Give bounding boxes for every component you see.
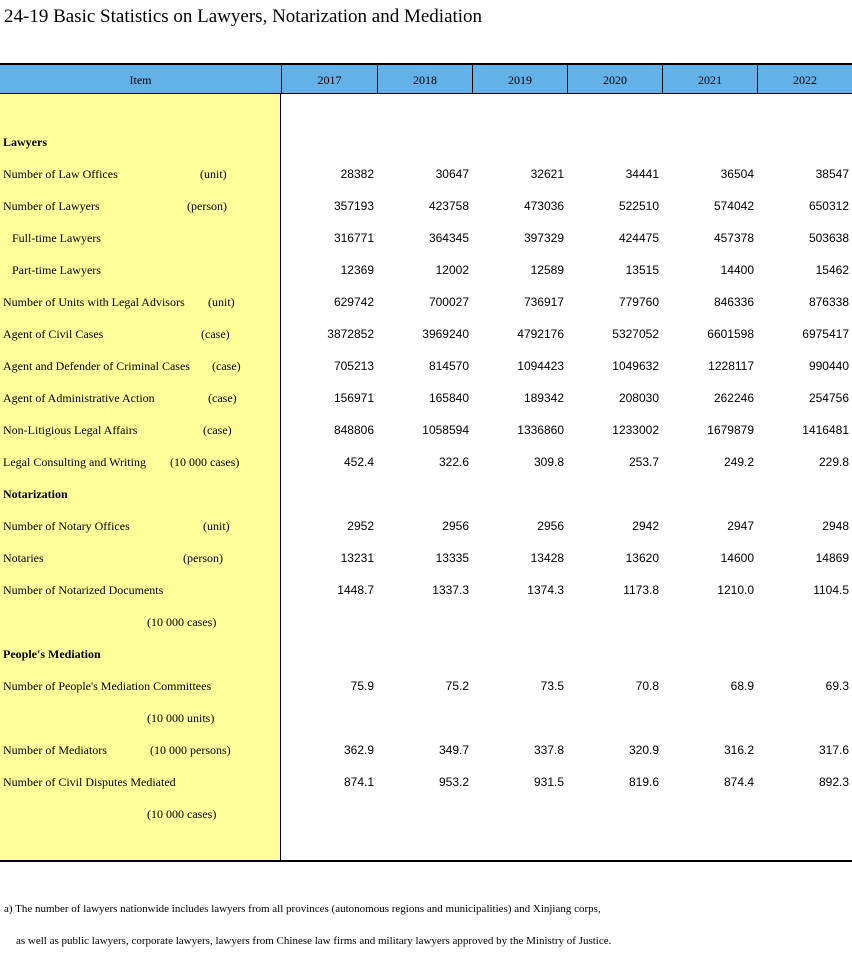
cell-value: 15462 xyxy=(815,263,849,277)
cell-value: 1448.7 xyxy=(337,583,374,597)
section-title-notarization: Notarization xyxy=(3,487,68,501)
cell-value: 700027 xyxy=(428,295,469,309)
cell-value: 69.3 xyxy=(825,679,849,693)
cell-value: 779760 xyxy=(618,295,659,309)
table-row xyxy=(0,574,852,638)
cell-value: 473036 xyxy=(523,199,564,213)
cell-value: 953.2 xyxy=(438,775,469,789)
cell-value: 736917 xyxy=(523,295,564,309)
cell-value: 1058594 xyxy=(422,423,469,437)
cell-value: 309.8 xyxy=(533,455,564,469)
cell-value: 1173.8 xyxy=(623,583,659,597)
row-label: Number of People's Mediation Committees xyxy=(3,679,212,693)
table-row xyxy=(0,350,852,382)
cell-value: 1210.0 xyxy=(717,583,754,597)
cell-value: 13515 xyxy=(625,263,659,277)
cell-value: 73.5 xyxy=(540,679,564,693)
cell-value: 1228117 xyxy=(708,359,754,373)
cell-value: 876338 xyxy=(808,295,849,309)
row-unit: (case) xyxy=(208,391,237,405)
column-header-2019: 2019 xyxy=(472,65,567,94)
column-header-2020: 2020 xyxy=(567,65,662,94)
cell-value: 1416481 xyxy=(802,423,849,437)
cell-value: 874.1 xyxy=(343,775,374,789)
cell-value: 320.9 xyxy=(628,743,659,757)
row-unit: (10 000 cases) xyxy=(147,615,217,629)
table-row xyxy=(0,254,852,286)
cell-value: 253.7 xyxy=(628,455,659,469)
cell-value: 316.2 xyxy=(723,743,754,757)
footnote-line-1: a) The number of lawyers nationwide includes lawyers from all provinces (autonomous regions and municipalities) and Xinjiang corps, xyxy=(4,903,601,915)
row-label: Agent of Civil Cases xyxy=(3,327,104,341)
cell-value: 6601598 xyxy=(707,327,754,341)
page-title: 24-19 Basic Statistics on Lawyers, Notarization and Mediation xyxy=(4,6,483,27)
cell-value: 1233002 xyxy=(612,423,659,437)
row-label: Notaries xyxy=(3,551,44,565)
cell-value: 68.9 xyxy=(730,679,754,693)
cell-value: 423758 xyxy=(428,199,469,213)
column-header-2021: 2021 xyxy=(662,65,757,94)
cell-value: 14400 xyxy=(720,263,754,277)
row-unit: (unit) xyxy=(203,519,230,533)
row-unit: (case) xyxy=(201,327,230,341)
row-unit: (person) xyxy=(187,199,227,213)
cell-value: 931.5 xyxy=(533,775,564,789)
cell-value: 6975417 xyxy=(802,327,849,341)
row-label: Part-time Lawyers xyxy=(12,263,101,277)
cell-value: 457378 xyxy=(713,231,754,245)
cell-value: 814570 xyxy=(428,359,469,373)
cell-value: 2956 xyxy=(442,519,469,533)
table-row xyxy=(0,382,852,414)
cell-value: 38547 xyxy=(815,167,849,181)
statistics-table xyxy=(0,63,852,861)
cell-value: 13231 xyxy=(340,551,374,565)
cell-value: 2942 xyxy=(632,519,659,533)
cell-value: 1094423 xyxy=(517,359,564,373)
cell-value: 208030 xyxy=(618,391,659,405)
cell-value: 316771 xyxy=(333,231,374,245)
cell-value: 2947 xyxy=(727,519,754,533)
cell-value: 846336 xyxy=(713,295,754,309)
cell-value: 36504 xyxy=(720,167,754,181)
cell-value: 397329 xyxy=(523,231,564,245)
table-row xyxy=(0,734,852,766)
row-unit: (unit) xyxy=(208,295,235,309)
cell-value: 357193 xyxy=(333,199,374,213)
cell-value: 1104.5 xyxy=(813,583,849,597)
row-label: Non-Litigious Legal Affairs xyxy=(3,423,138,437)
column-header-2017: 2017 xyxy=(281,65,377,94)
row-unit: (10 000 cases) xyxy=(170,455,240,469)
cell-value: 705213 xyxy=(333,359,374,373)
row-unit: (unit) xyxy=(200,167,227,181)
row-unit: (10 000 persons) xyxy=(150,743,231,757)
cell-value: 362.9 xyxy=(343,743,374,757)
cell-value: 14600 xyxy=(720,551,754,565)
section-title-lawyers: Lawyers xyxy=(3,135,47,149)
cell-value: 892.3 xyxy=(818,775,849,789)
cell-value: 1374.3 xyxy=(527,583,564,597)
cell-value: 13335 xyxy=(435,551,469,565)
cell-value: 317.6 xyxy=(818,743,849,757)
cell-value: 13428 xyxy=(530,551,564,565)
cell-value: 322.6 xyxy=(438,455,469,469)
table-header-row xyxy=(0,63,852,94)
cell-value: 12369 xyxy=(340,263,374,277)
cell-value: 32621 xyxy=(530,167,564,181)
cell-value: 650312 xyxy=(808,199,849,213)
row-unit: (case) xyxy=(212,359,241,373)
footnote-line-2: as well as public lawyers, corporate lawyers, lawyers from Chinese law firms and military lawyers approved by the Ministry of Justice. xyxy=(16,935,612,947)
cell-value: 1337.3 xyxy=(432,583,469,597)
cell-value: 819.6 xyxy=(628,775,659,789)
table-row xyxy=(0,542,852,574)
table-row xyxy=(0,222,852,254)
cell-value: 629742 xyxy=(333,295,374,309)
row-label: Number of Notary Offices xyxy=(3,519,130,533)
cell-value: 874.4 xyxy=(723,775,754,789)
column-header-2022: 2022 xyxy=(757,65,852,94)
table-row xyxy=(0,414,852,446)
row-label: Number of Mediators xyxy=(3,743,107,757)
cell-value: 1679879 xyxy=(707,423,754,437)
row-unit: (10 000 units) xyxy=(147,711,215,725)
cell-value: 34441 xyxy=(625,167,659,181)
cell-value: 424475 xyxy=(618,231,659,245)
row-label: Legal Consulting and Writing xyxy=(3,455,146,469)
cell-value: 262246 xyxy=(713,391,754,405)
row-label: Number of Law Offices xyxy=(3,167,118,181)
row-label: Number of Civil Disputes Mediated xyxy=(3,775,176,789)
cell-value: 13620 xyxy=(625,551,659,565)
row-unit: (10 000 cases) xyxy=(147,807,217,821)
cell-value: 70.8 xyxy=(635,679,659,693)
cell-value: 522510 xyxy=(618,199,659,213)
section-row-mediation xyxy=(0,638,852,670)
table-row xyxy=(0,766,852,830)
cell-value: 2948 xyxy=(822,519,849,533)
section-row-notarization xyxy=(0,478,852,510)
cell-value: 3872852 xyxy=(327,327,374,341)
section-title-mediation: People's Mediation xyxy=(3,647,101,661)
cell-value: 1336860 xyxy=(517,423,564,437)
cell-value: 254756 xyxy=(808,391,849,405)
cell-value: 12002 xyxy=(435,263,469,277)
cell-value: 503638 xyxy=(808,231,849,245)
row-unit: (case) xyxy=(203,423,232,437)
table-row xyxy=(0,190,852,222)
row-label: Number of Notarized Documents xyxy=(3,583,164,597)
cell-value: 12589 xyxy=(530,263,564,277)
cell-value: 229.8 xyxy=(818,455,849,469)
cell-value: 364345 xyxy=(428,231,469,245)
cell-value: 990440 xyxy=(808,359,849,373)
row-label: Full-time Lawyers xyxy=(12,231,101,245)
cell-value: 28382 xyxy=(340,167,374,181)
table-row xyxy=(0,318,852,350)
row-unit: (person) xyxy=(183,551,223,565)
cell-value: 2952 xyxy=(347,519,374,533)
cell-value: 156971 xyxy=(333,391,374,405)
cell-value: 574042 xyxy=(713,199,754,213)
cell-value: 75.9 xyxy=(350,679,374,693)
cell-value: 189342 xyxy=(523,391,564,405)
cell-value: 5327052 xyxy=(612,327,659,341)
cell-value: 4792176 xyxy=(517,327,564,341)
table-row xyxy=(0,446,852,478)
table-row xyxy=(0,158,852,190)
cell-value: 452.4 xyxy=(343,455,374,469)
column-header-item: Item xyxy=(129,73,152,87)
cell-value: 14869 xyxy=(815,551,849,565)
table-row xyxy=(0,286,852,318)
table-row xyxy=(0,670,852,734)
cell-value: 30647 xyxy=(435,167,469,181)
table-bottom-rule xyxy=(0,860,852,862)
cell-value: 75.2 xyxy=(445,679,469,693)
table-row xyxy=(0,510,852,542)
row-label: Agent and Defender of Criminal Cases xyxy=(3,359,190,373)
row-label: Number of Lawyers xyxy=(3,199,100,213)
cell-value: 3969240 xyxy=(422,327,469,341)
cell-value: 848806 xyxy=(333,423,374,437)
cell-value: 1049632 xyxy=(612,359,659,373)
cell-value: 249.2 xyxy=(723,455,754,469)
cell-value: 165840 xyxy=(428,391,469,405)
cell-value: 349.7 xyxy=(438,743,469,757)
cell-value: 2956 xyxy=(537,519,564,533)
section-row-lawyers xyxy=(0,126,852,158)
column-header-2018: 2018 xyxy=(377,65,472,94)
row-label: Number of Units with Legal Advisors xyxy=(3,295,185,309)
row-label: Agent of Administrative Action xyxy=(3,391,155,405)
cell-value: 337.8 xyxy=(533,743,564,757)
